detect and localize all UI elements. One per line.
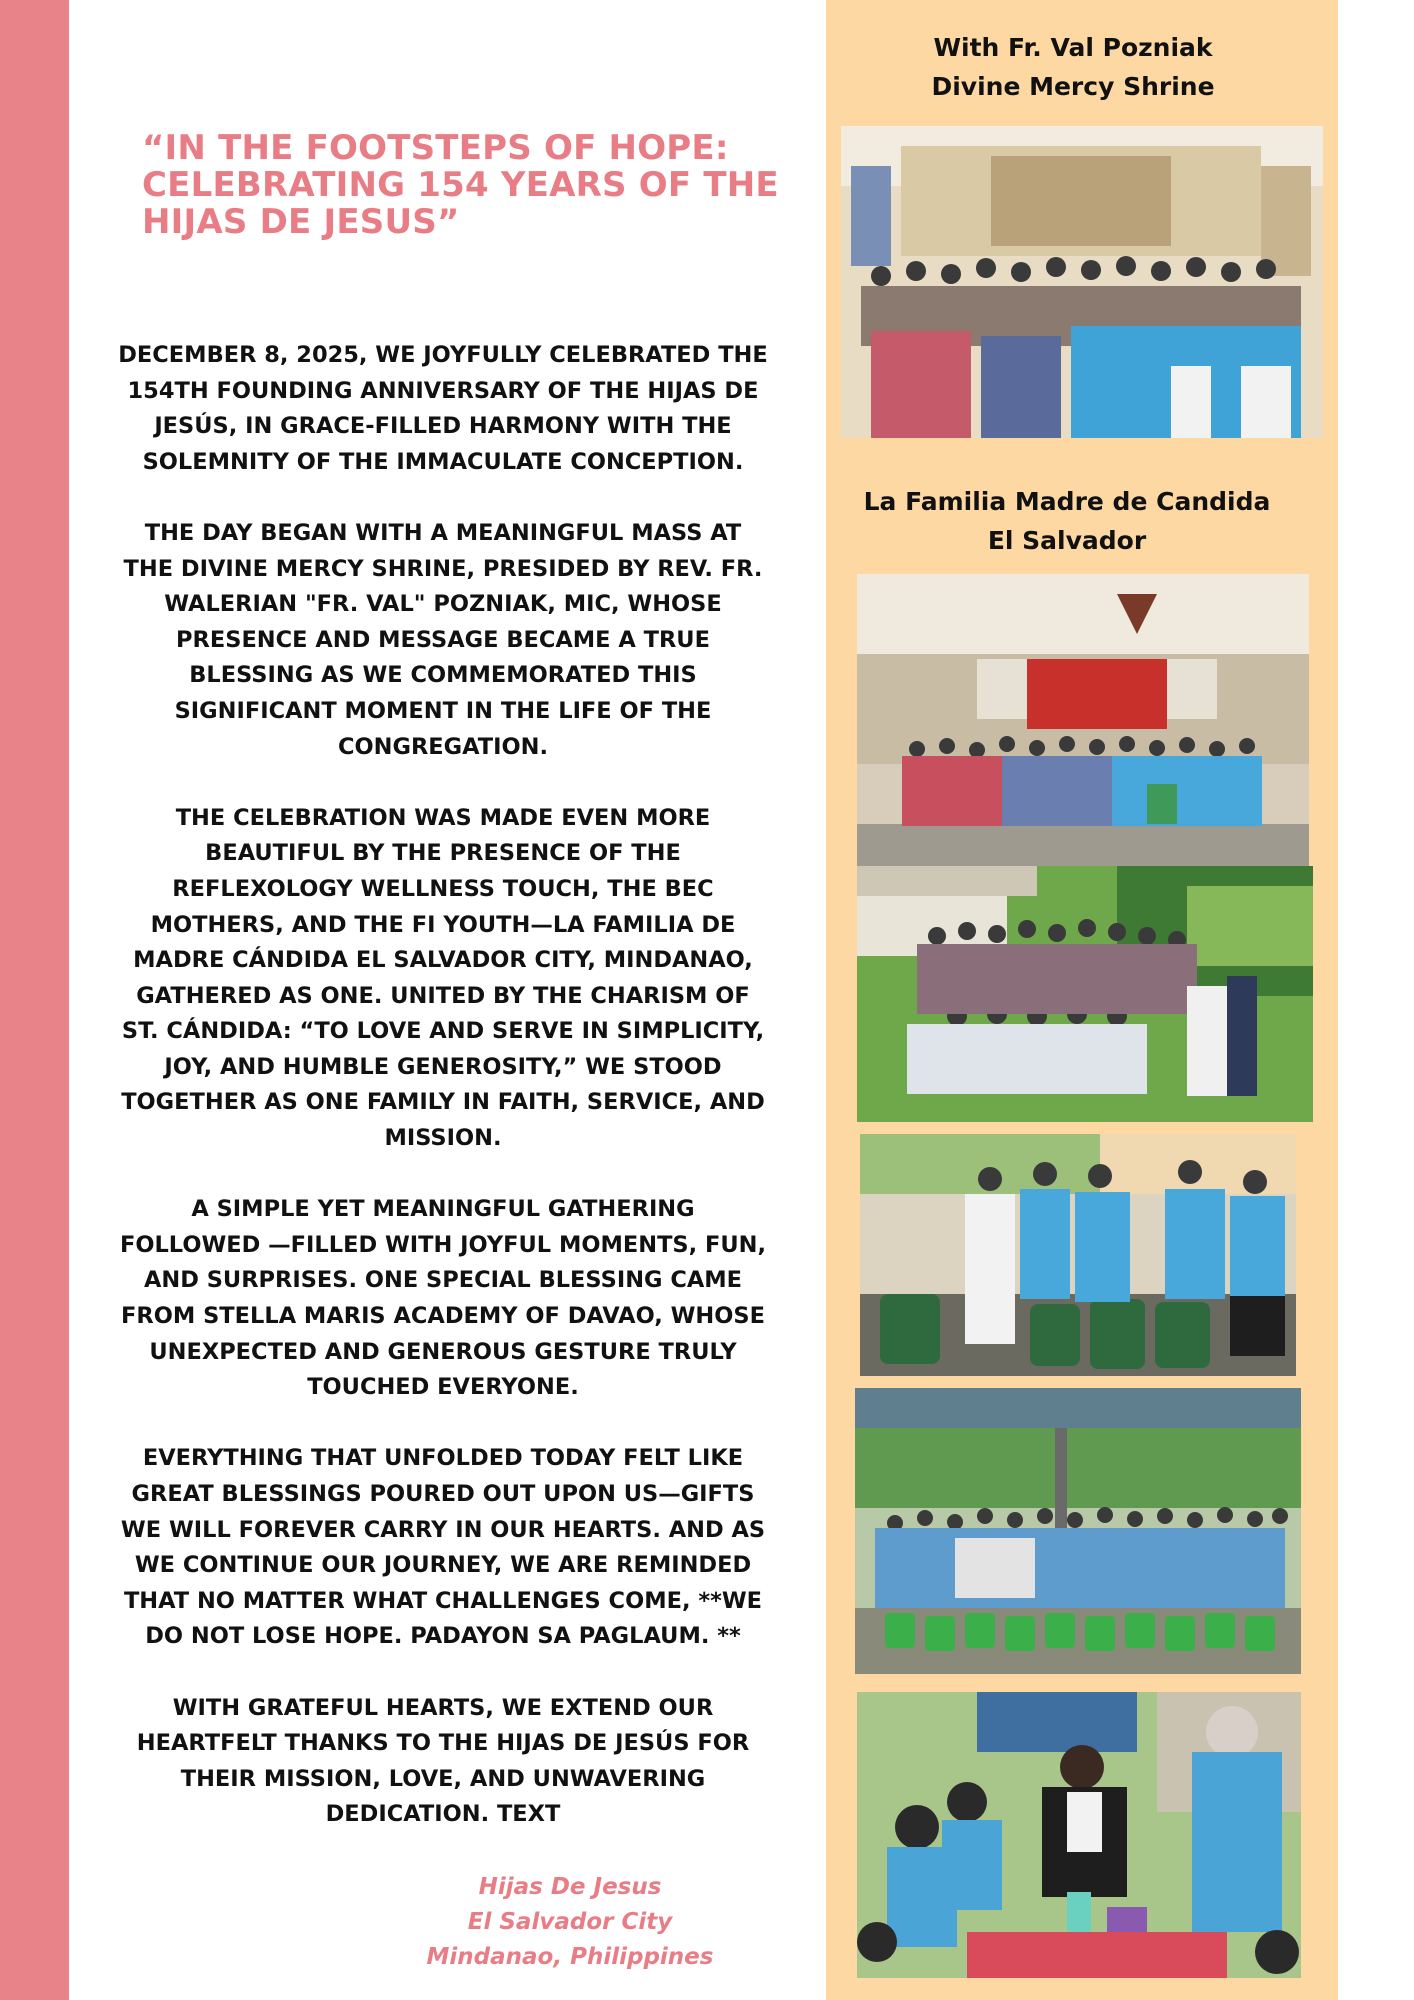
group-photo-garden [857,866,1313,1122]
group-photo-shrine [841,126,1323,438]
signature-block [380,1870,760,1975]
paragraph-1: DECEMBER 8, 2025, WE JOYFULLY CELEBRATED THE 154TH FOUNDING ANNIVERSARY OF THE HIJAS DE JESÚS, IN GRACE-FILLED HARMONY WITH THE SOLEMNITY OF THE IMMACULATE CONCEPTION. [118,342,768,475]
article-body [118,338,768,1869]
paragraph-2: THE DAY BEGAN WITH A MEANINGFUL MASS AT THE DIVINE MERCY SHRINE, PRESIDED BY REV. FR. WALERIAN "FR. VAL" POZNIAK, MIC, WHOSE PRESENCE AND MESSAGE BECAME A TRUE BLESSING AS WE COMMEMORATED THIS SIGNIFICANT MOMENT IN THE LIFE OF THE CONGREGATION. [123,519,763,760]
photo-table-gathering [857,1692,1301,1978]
signature-line: Hijas De Jesus [478,1874,662,1900]
group-photo-covered-court [855,1388,1301,1674]
photo-heading-familia: La Familia Madre de Candida El Salvador [863,487,1271,555]
photo-healing-hands [860,1134,1296,1376]
paragraph-6: WITH GRATEFUL HEARTS, WE EXTEND OUR HEARTFELT THANKS TO THE HIJAS DE JESÚS FOR THEIR MISSION, LOVE, AND UNWAVERING DEDICATION. TEXT [136,1694,750,1828]
paragraph-4: A SIMPLE YET MEANINGFUL GATHERING FOLLOWED —FILLED WITH JOYFUL MOMENTS, FUN, AND SURPRISES. ONE SPECIAL BLESSING CAME FROM STELLA MARIS ACADEMY OF DAVAO, WHOSE UNEXPECTED AND GENEROUS GESTURE TRULY TOUCHED EVERYONE. [119,1196,767,1401]
page-title: “IN THE FOOTSTEPS OF HOPE: CELEBRATING 154 YEARS OF THE HIJAS DE JESUS” [142,128,779,242]
signature-line: El Salvador City [467,1909,673,1935]
group-photo-hall [857,574,1309,866]
left-accent-bar [0,0,69,2000]
photo-heading-shrine: With Fr. Val Pozniak Divine Mercy Shrine [931,33,1215,101]
paragraph-5: EVERYTHING THAT UNFOLDED TODAY FELT LIKE GREAT BLESSINGS POURED OUT UPON US—GIFTS WE WILL FOREVER CARRY IN OUR HEARTS. AND AS WE CONTINUE OUR JOURNEY, WE ARE REMINDED THAT NO MATTER WHAT CHALLENGES COME, **WE DO NOT LOSE HOPE. PADAYON SA PAGLAUM. ** [120,1445,766,1650]
signature-line: Mindanao, Philippines [426,1944,714,1970]
paragraph-3: THE CELEBRATION WAS MADE EVEN MORE BEAUTIFUL BY THE PRESENCE OF THE REFLEXOLOGY WELLNESS TOUCH, THE BEC MOTHERS, AND THE FI YOUTH—LA FAMILIA DE MADRE CÁNDIDA EL SALVADOR CITY, MINDANAO, GATHERED AS ONE. UNITED BY THE CHARISM OF ST. CÁNDIDA: “TO LOVE AND SERVE IN SIMPLICITY, JOY, AND HUMBLE GENEROSITY,” WE STOOD TOGETHER AS ONE FAMILY IN FAITH, SERVICE, AND MISSION. [121,804,765,1152]
